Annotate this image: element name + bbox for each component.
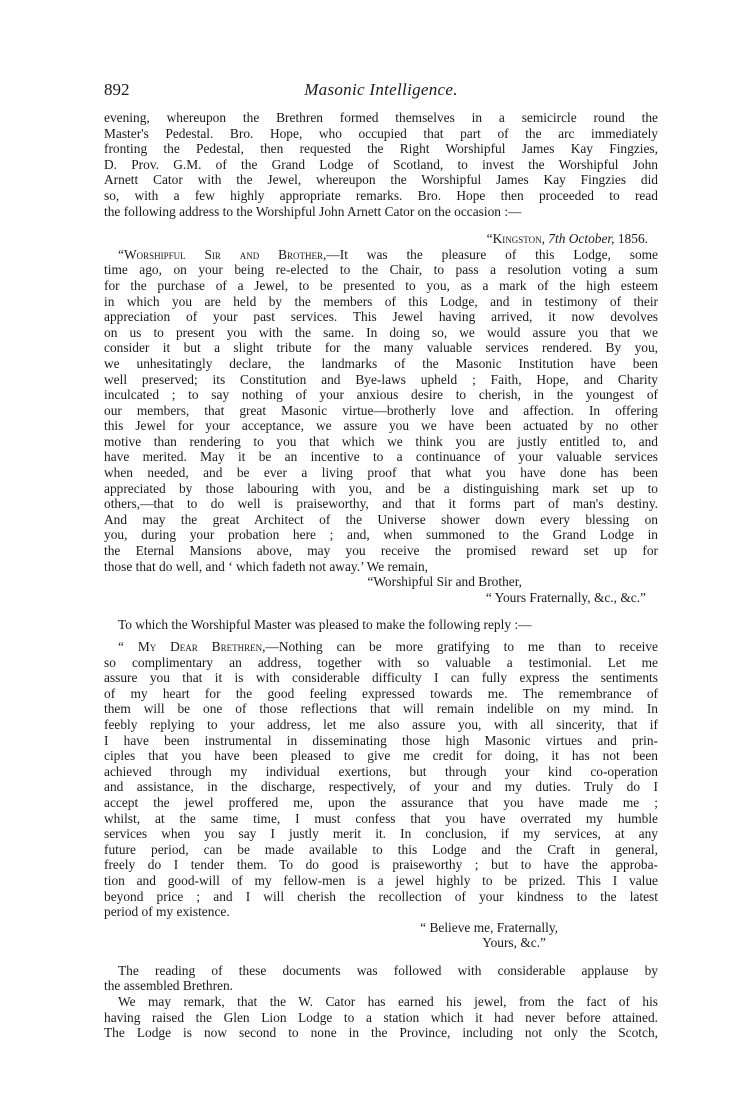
text-line: the assembled Brethren. — [104, 978, 234, 994]
text-line: fronting the Pedestal, then requested the Right Worshipful James Kay Fingzies, — [104, 141, 658, 157]
text-line: them will be one of those reflections that will remain indelible on my mind. In — [104, 701, 658, 717]
address-first-line: —It was the pleasure of this Lodge, some — [326, 246, 658, 262]
text-line: the Eternal Mansions above, may you receive the promised reward set up for — [104, 543, 658, 559]
text-line: services when you say I justly merit it. In conclusion, if my services, at any — [104, 826, 658, 842]
text-line: Master's Pedestal. Bro. Hope, who occupied that part of the arc immediately — [104, 125, 658, 141]
text-line: appreciation of your past services. This Jewel having arrived, it now devolves — [104, 309, 658, 325]
transition-paragraph — [104, 617, 658, 633]
text-line: accept the jewel proffered me, upon the assurance that you have made me ; — [104, 794, 658, 810]
text-line: feebly replying to your address, let me also assure you, with all sincerity, that if — [104, 716, 658, 732]
text-line: appreciated by those labouring with you, and be a distinguishing mark set up to — [104, 480, 658, 496]
text-line: And may the great Architect of the Universe shower down every blessing on — [104, 511, 658, 527]
text-line: whilst, at the same time, I must confess that you have overrated my humble — [104, 810, 658, 826]
address-salutation: “Worshipful Sir and Brother, — [118, 246, 327, 262]
reply-letter — [104, 639, 658, 920]
text-line: tion and good-will of my fellow-men is a jewel highly to be prized. This I value — [104, 872, 658, 888]
dateline-year: 1856. — [617, 231, 648, 247]
text-line: time ago, on your being re-elected to the Chair, to pass a resolution voting a sum — [104, 262, 658, 278]
text-line: those that do well, and ‘ which fadeth not away.’ We remain, — [104, 558, 429, 574]
text-line: so complimentary an address, together with so valuable a testimonial. Let me — [104, 654, 658, 670]
text-line: I have been instrumental in disseminating those high Masonic virtues and prin- — [104, 732, 658, 748]
document-page — [104, 80, 658, 1041]
text-line: for the purchase of a Jewel, to be presented to you, as a mark of the high esteem — [104, 277, 658, 293]
text-line: Arnett Cator with the Jewel, whereupon the Worshipful James Kay Fingzies did — [104, 172, 658, 188]
dateline — [104, 231, 658, 247]
text-line: this Jewel for your acceptance, we assure you we have been actuated by no other — [104, 418, 658, 434]
text-line: we unhesitatingly declare, the landmarks of the Masonic Institution have been — [104, 355, 658, 371]
text-line: you, during your probation here ; and, when summoned to the Grand Lodge in — [104, 527, 658, 543]
text-line: and assistance, in the discharge, respectively, of your and my duties. Truly do I — [104, 779, 658, 795]
running-head — [104, 80, 658, 110]
address-closing-2: “ Yours Fraternally, &c., &c.” — [485, 589, 646, 605]
text-line: so, with a few highly appropriate remarks. Bro. Hope then proceeded to read — [104, 187, 658, 203]
text-line: on us to present you with the same. In doing so, we would assure you that we — [104, 324, 658, 340]
text-line: of my heart for the good feeling expressed towards me. The remembrance of — [104, 685, 658, 701]
page-number: 892 — [104, 80, 130, 99]
text-line: We may remark, that the W. Cator has earned his jewel, from the fact of his — [118, 994, 658, 1010]
text-line: having raised the Glen Lion Lodge to a station which it had never before attained. — [104, 1009, 658, 1025]
text-line: D. Prov. G.M. of the Grand Lodge of Scotland, to invest the Worshipful John — [104, 156, 658, 172]
text-line: inculcated ; to say nothing of your anxious desire to cherish, in the youngest of — [104, 387, 658, 403]
text-line: when needed, and be ever a living proof that what you have done has been — [104, 465, 658, 481]
text-line: in which you are held by the members of this Lodge, and in testimony of their — [104, 293, 658, 309]
text-line: consider it but a slight tribute for the many valuable services rendered. By you, — [104, 340, 658, 356]
text-line: have merited. May it be an incentive to a continuance of your valuable services — [104, 449, 658, 465]
text-line: freely do I tender them. To do good is praiseworthy ; but to have the approba- — [104, 857, 658, 873]
text-line: the following address to the Worshipful John Arnett Cator on the occasion :— — [104, 203, 522, 219]
text-line: future period, can be made available to this Lodge and the Craft in general, — [104, 841, 658, 857]
text-line — [104, 639, 658, 655]
dateline-place: “Kingston, — [486, 231, 545, 247]
reply-closing-2: Yours, &c.” — [482, 935, 546, 951]
dateline-date: 7th October, — [548, 231, 615, 247]
text-line: The Lodge is now second to none in the Province, including not only the Scotch, — [104, 1025, 658, 1041]
text-line: achieved through my individual exertions, but through your kind co-operation — [104, 763, 658, 779]
text-line: motive than rendering to you that which we think you are justly entitled to, and — [104, 433, 658, 449]
reply-first-line: —Nothing can be more gratifying to me than to receive — [265, 639, 658, 654]
text-line: To which the Worshipful Master was pleased to make the following reply :— — [118, 617, 532, 633]
spacer — [104, 951, 658, 963]
address-closing-1: “Worshipful Sir and Brother, — [367, 574, 522, 590]
text-line: assure you that it is with considerable difficulty I can fully express the sentiments — [104, 670, 658, 686]
text-line: The reading of these documents was followed with considerable applause by — [118, 962, 658, 978]
running-title: Masonic Intelligence. — [304, 80, 458, 99]
text-line: well preserved; its Constitution and Bye-laws upheld ; Faith, Hope, and Charity — [104, 371, 658, 387]
reply-closing-1: “ Believe me, Fraternally, — [420, 919, 558, 935]
text-line: our members, that great Masonic virtue—brotherly love and affection. In offering — [104, 402, 658, 418]
spacer — [104, 605, 658, 617]
text-line: others,—that to do well is praiseworthy, and that it forms part of man's destiny. — [104, 496, 658, 512]
closing-paragraph-1 — [104, 963, 658, 994]
text-line — [104, 247, 658, 263]
text-line: evening, whereupon the Brethren formed themselves in a semicircle round the — [104, 110, 658, 125]
reply-salutation: “ My Dear Brethren, — [118, 639, 266, 654]
text-line: beyond price ; and I will cherish the recollection of your kindness to the latest — [104, 888, 658, 904]
text-line: period of my existence. — [104, 904, 230, 920]
closing-paragraph-2 — [104, 994, 658, 1041]
address-letter — [104, 247, 658, 574]
text-line: ciples that you have been pleased to give me credit for doing, it has not been — [104, 748, 658, 764]
intro-paragraph — [104, 110, 658, 219]
